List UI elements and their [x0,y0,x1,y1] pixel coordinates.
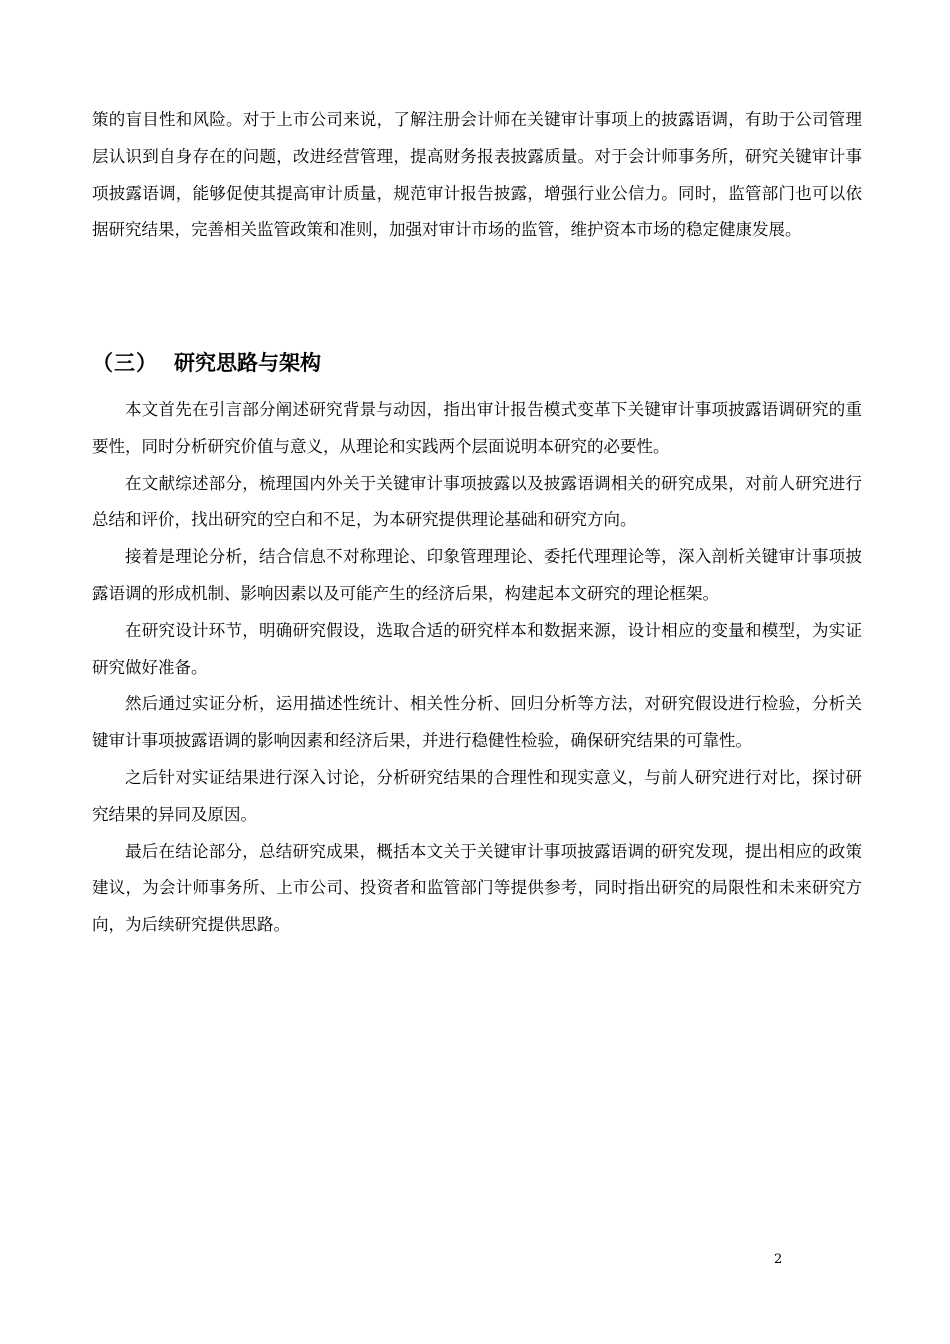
section-body [92,392,862,944]
intro-paragraph: 策的盲目性和风险。对于上市公司来说，了解注册会计师在关键审计事项上的披露语调，有助于公司管理层认识到自身存在的问题，改进经营管理，提高财务报表披露质量。对于会计师事务所，研究关键审计事项披露语调，能够促使其提高审计质量，规范审计报告披露，增强行业公信力。同时，监管部门也可以依据研究结果，完善相关监管政策和准则，加强对审计市场的监管，维护资本市场的稳定健康发展。 [92,110,862,240]
page-number-footer [0,1252,782,1268]
paragraph-empirical-analysis: 然后通过实证分析，运用描述性统计、相关性分析、回归分析等方法，对研究假设进行检验，分析关键审计事项披露语调的影响因素和经济后果，并进行稳健性检验，确保研究结果的可靠性。 [92,694,862,751]
paragraph-introduction: 本文首先在引言部分阐述研究背景与动因，指出审计报告模式变革下关键审计事项披露语调研究的重要性，同时分析研究价值与意义，从理论和实践两个层面说明本研究的必要性。 [92,400,862,456]
page-number: 2 [774,1252,783,1267]
paragraph-research-design: 在研究设计环节，明确研究假设，选取合适的研究样本和数据来源，设计相应的变量和模型，为实证研究做好准备。 [92,620,862,677]
paragraph-theory-analysis: 接着是理论分析，结合信息不对称理论、印象管理理论、委托代理理论等，深入剖析关键审计事项披露语调的形成机制、影响因素以及可能产生的经济后果，构建起本文研究的理论框架。 [92,547,862,603]
paragraph-literature-review: 在文献综述部分，梳理国内外关于关键审计事项披露以及披露语调相关的研究成果，对前人研究进行总结和评价，找出研究的空白和不足，为本研究提供理论基础和研究方向。 [92,473,862,530]
section-title: 研究思路与架构 [174,351,321,376]
paragraph-conclusion: 最后在结论部分，总结研究成果，概括本文关于关键审计事项披露语调的研究发现，提出相应的政策建议，为会计师事务所、上市公司、投资者和监管部门等提供参考，同时指出研究的局限性和未来研究方向，为后续研究提供思路。 [92,841,862,935]
continued-paragraph-block [92,102,862,249]
section-heading [92,345,321,381]
paragraph-discussion: 之后针对实证结果进行深入讨论，分析研究结果的合理性和现实意义，与前人研究进行对比，探讨研究结果的异同及原因。 [92,767,862,824]
section-number: （三） [92,351,158,376]
